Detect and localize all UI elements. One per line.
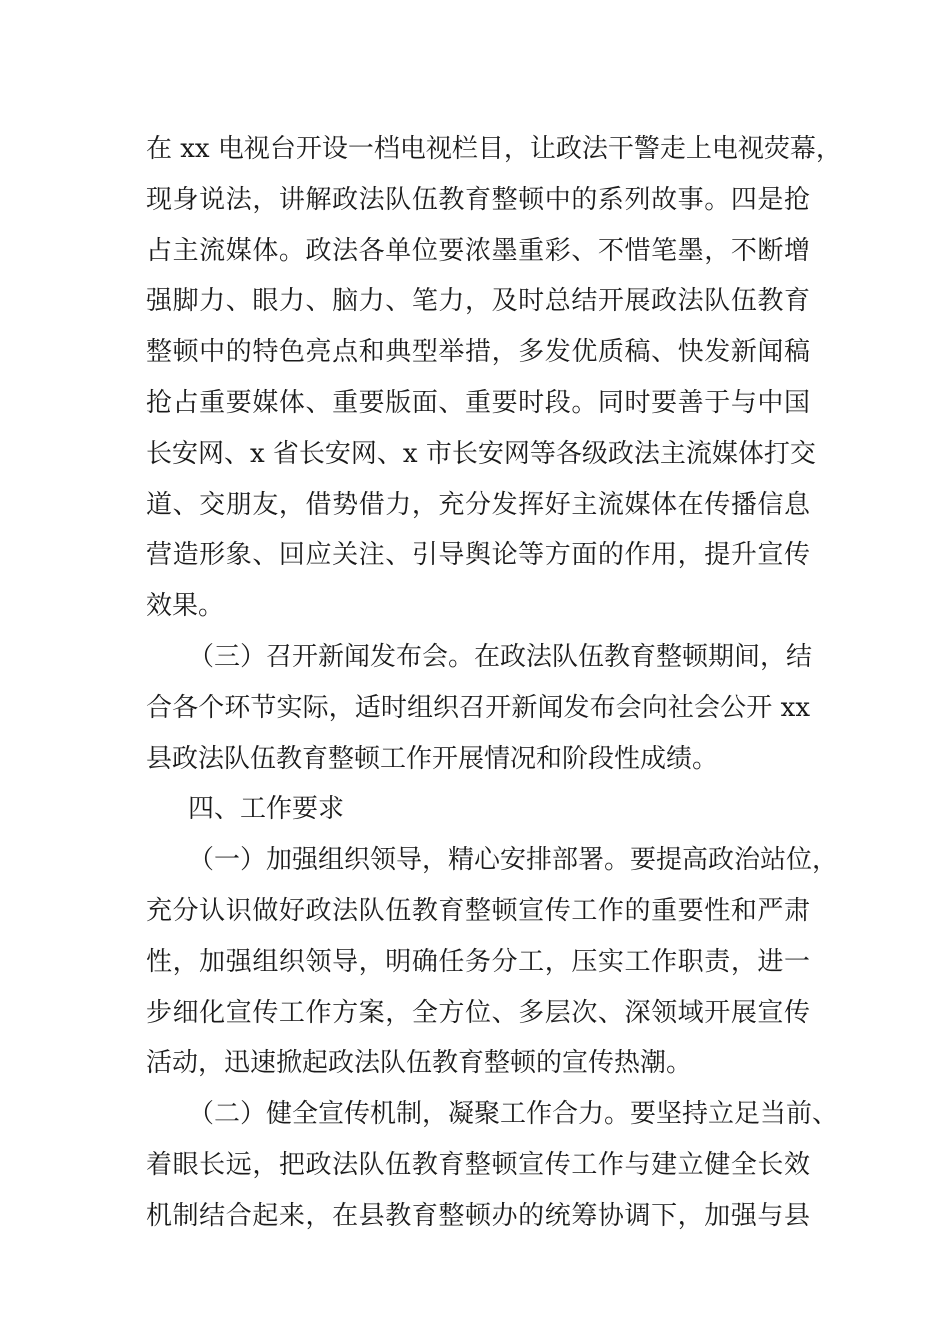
text-line: 性，加强组织领导，明确任务分工，压实工作职责，进一 xyxy=(146,946,810,977)
text-line: 整顿中的特色亮点和典型举措，多发优质稿、快发新闻稿 xyxy=(146,337,810,368)
text-line: 长安网、x 省长安网、x 市长安网等各级政法主流媒体打交 xyxy=(146,438,816,469)
requirement-1-first-line: （一）加强组织领导，精心安排部署。要提高政治站位， xyxy=(188,845,839,876)
section-3-first-line: （三）召开新闻发布会。在政法队伍教育整顿期间，结 xyxy=(188,641,813,672)
document-body xyxy=(146,124,842,1242)
text-line: 活动，迅速掀起政法队伍教育整顿的宣传热潮。 xyxy=(146,1048,693,1079)
text-line: 道、交朋友，借势借力，充分发挥好主流媒体在传播信息 xyxy=(146,489,810,520)
requirement-2-first-line: （二）健全宣传机制，凝聚工作合力。要坚持立足当前、 xyxy=(188,1099,839,1130)
text-line: 强脚力、眼力、脑力、笔力，及时总结开展政法队伍教育 xyxy=(146,286,810,317)
text-line: 在 xx 电视台开设一档电视栏目，让政法干警走上电视荧幕， xyxy=(146,134,842,164)
text-line: 现身说法，讲解政法队伍教育整顿中的系列故事。四是抢 xyxy=(146,184,810,215)
text-line: 占主流媒体。政法各单位要浓墨重彩、不惜笔墨，不断增 xyxy=(146,235,810,266)
text-line: 机制结合起来，在县教育整顿办的统筹协调下，加强与县 xyxy=(146,1200,810,1231)
section-heading-work-requirements: 四、工作要求 xyxy=(188,794,345,825)
text-line: 营造形象、回应关注、引导舆论等方面的作用，提升宣传 xyxy=(146,540,810,571)
text-line: 着眼长远，把政法队伍教育整顿宣传工作与建立健全长效 xyxy=(146,1149,810,1180)
text-line: 抢占重要媒体、重要版面、重要时段。同时要善于与中国 xyxy=(146,387,810,418)
text-line: 合各个环节实际，适时组织召开新闻发布会向社会公开 xx xyxy=(146,692,810,723)
text-line: 步细化宣传工作方案，全方位、多层次、深领域开展宣传 xyxy=(146,997,810,1028)
text-line: 县政法队伍教育整顿工作开展情况和阶段性成绩。 xyxy=(146,743,719,774)
text-line: 充分认识做好政法队伍教育整顿宣传工作的重要性和严肃 xyxy=(146,895,810,926)
text-line: 效果。 xyxy=(146,591,225,622)
